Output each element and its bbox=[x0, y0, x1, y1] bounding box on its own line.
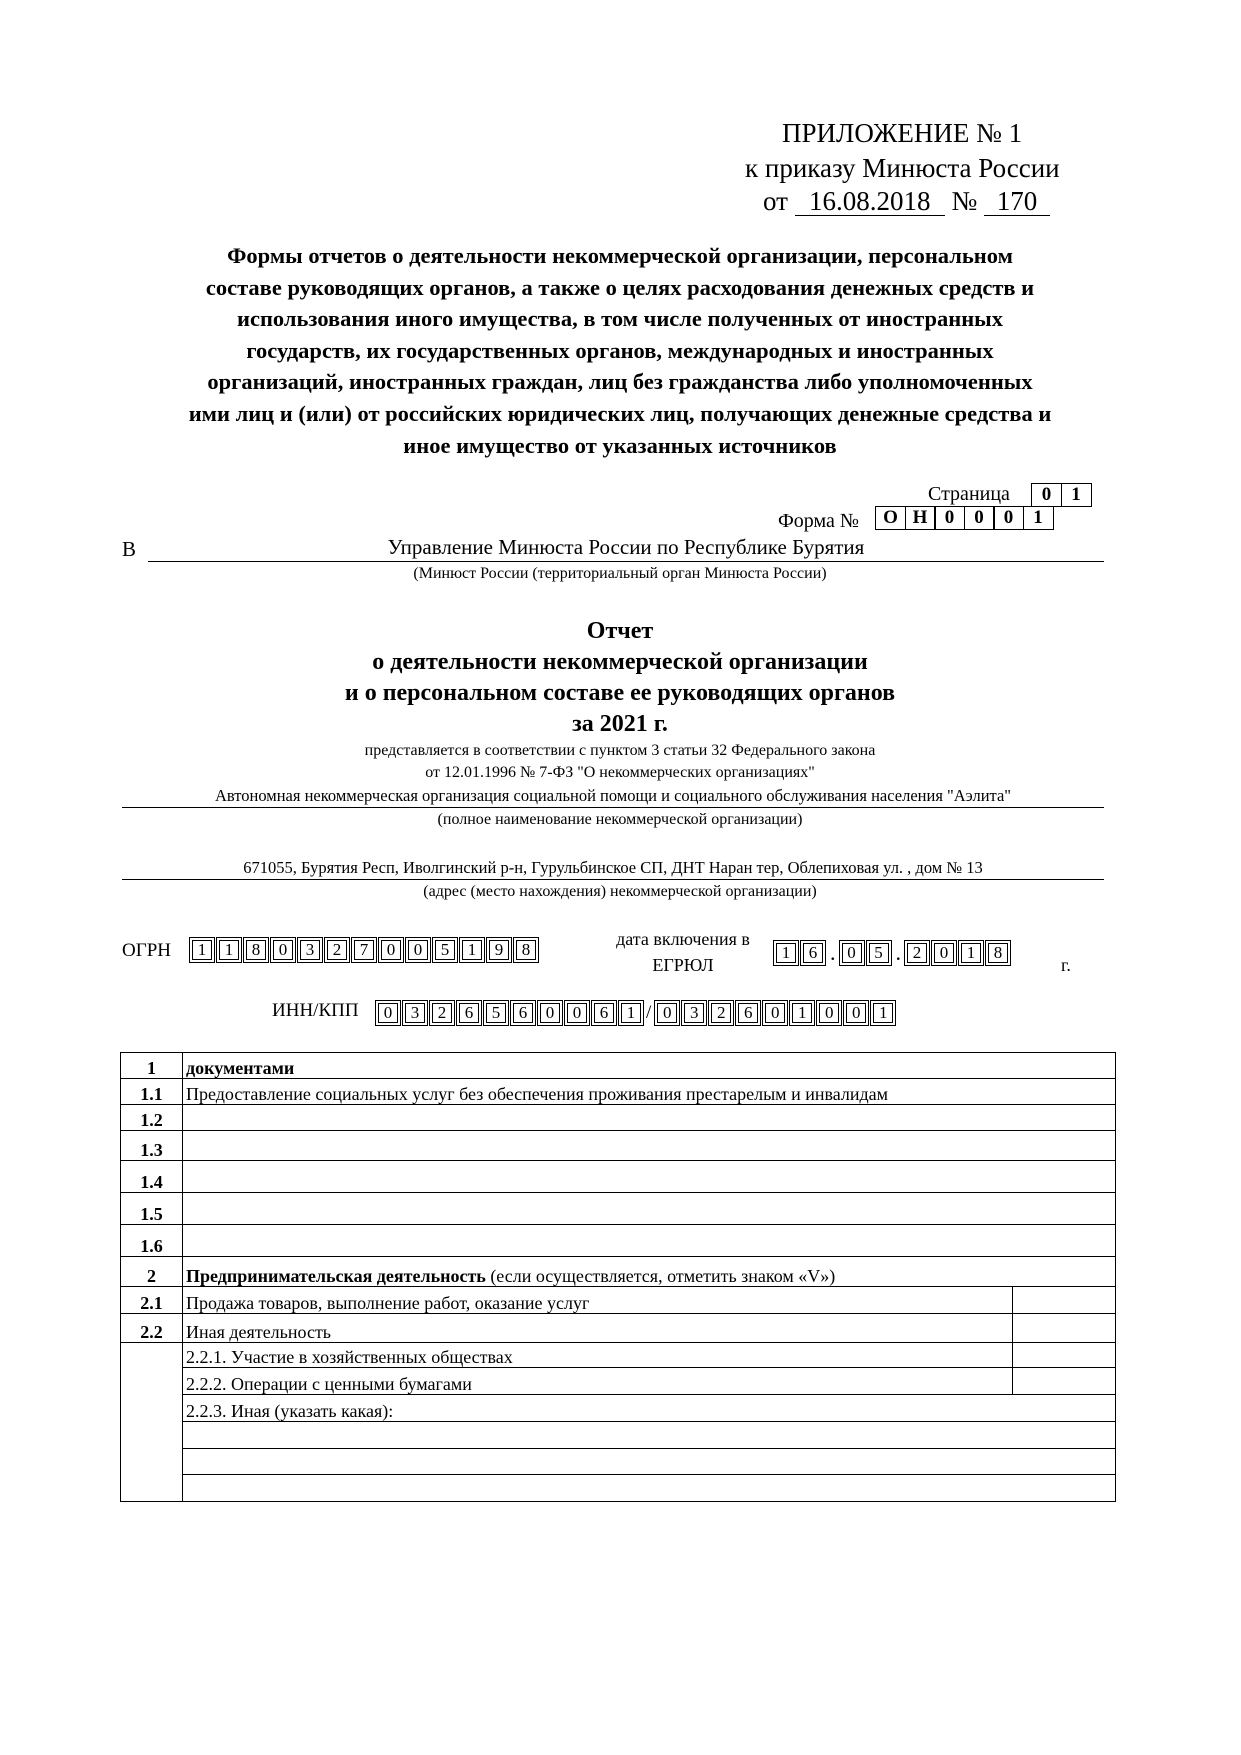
inn-digit: 0 bbox=[540, 1003, 560, 1023]
org-name: Автономная некоммерческая организация социальной помощи и социального обслуживания населения "Аэлита" bbox=[122, 785, 1104, 808]
ogrn-digit: 1 bbox=[462, 940, 482, 960]
ogrn-digit: 8 bbox=[516, 940, 536, 960]
row-text: Предоставление социальных услуг без обеспечения проживания престарелым и инвалидам bbox=[183, 1079, 1116, 1105]
order-date: 16.08.2018 bbox=[795, 187, 945, 216]
inn-digit: 3 bbox=[405, 1003, 425, 1023]
row-text: Продажа товаров, выполнение работ, оказание услуг bbox=[183, 1287, 1013, 1314]
form-char: 0 bbox=[934, 506, 965, 530]
report-subtitle-2: и о персональном составе ее руководящих органов bbox=[344, 680, 896, 706]
row-number bbox=[121, 1343, 183, 1502]
recipient-prefix: В bbox=[122, 537, 137, 561]
inn-digit: 6 bbox=[513, 1003, 533, 1023]
inn-kpp-boxes bbox=[378, 1002, 900, 1024]
report-year: за 2021 г. bbox=[572, 711, 668, 737]
form-no-label: Форма № bbox=[778, 510, 859, 532]
row-text[interactable] bbox=[183, 1193, 1116, 1225]
table-row bbox=[121, 1257, 1116, 1287]
ogrn-digit: 7 bbox=[354, 940, 374, 960]
row-text[interactable] bbox=[183, 1161, 1116, 1193]
report-title: Отчет bbox=[586, 618, 654, 644]
date-digit: 1 bbox=[961, 943, 981, 963]
kpp-digit: 2 bbox=[711, 1003, 731, 1023]
form-char: 0 bbox=[964, 506, 995, 530]
row-number: 2.1 bbox=[121, 1287, 183, 1314]
ogrn-digit: 8 bbox=[246, 940, 266, 960]
inn-kpp-slash: / bbox=[646, 1002, 652, 1023]
page-digit: 0 bbox=[1031, 483, 1062, 507]
order-label: к приказу Минюста России bbox=[745, 153, 1060, 183]
date-dot: . bbox=[895, 940, 901, 965]
ogrn-digit: 0 bbox=[381, 940, 401, 960]
ogrn-digit: 9 bbox=[489, 940, 509, 960]
table-row bbox=[121, 1287, 1116, 1314]
inn-digit: 0 bbox=[378, 1003, 398, 1023]
report-basis-1: представляется в соответствии с пунктом 3 статьи 32 Федерального закона bbox=[364, 742, 876, 759]
row-text[interactable] bbox=[183, 1449, 1116, 1475]
ogrn-digit: 3 bbox=[300, 940, 320, 960]
org-address: 671055, Бурятия Респ, Иволгинский р-н, Гурульбинское СП, ДНТ Наран тер, Облепиховая ул. , дом № 13 bbox=[122, 857, 1104, 880]
inn-digit: 2 bbox=[432, 1003, 452, 1023]
page-number-cells bbox=[1031, 483, 1092, 507]
table-row bbox=[121, 1343, 1116, 1368]
table-row bbox=[121, 1368, 1116, 1395]
inn-kpp-label: ИНН/КПП bbox=[272, 1000, 359, 1021]
row-number: 1.3 bbox=[121, 1131, 183, 1161]
egrul-date-boxes bbox=[776, 940, 1015, 966]
org-address-caption: (адрес (место нахождения) некоммерческой организации) bbox=[423, 883, 817, 900]
egrul-date-label-line: ЕГРЮЛ bbox=[652, 955, 714, 975]
row-number: 2.2 bbox=[121, 1314, 183, 1343]
table-row bbox=[121, 1161, 1116, 1193]
table-row bbox=[121, 1105, 1116, 1131]
row-number: 2 bbox=[121, 1257, 183, 1287]
form-title-line: государств, их государственных органов, международных и иностранных bbox=[246, 337, 994, 363]
row-text[interactable] bbox=[183, 1105, 1116, 1131]
row-text[interactable] bbox=[183, 1131, 1116, 1161]
org-name-caption: (полное наименование некоммерческой организации) bbox=[437, 811, 803, 828]
inn-digit: 1 bbox=[621, 1003, 641, 1023]
date-digit: 6 bbox=[803, 943, 823, 963]
row-text[interactable] bbox=[183, 1225, 1116, 1257]
table-row bbox=[121, 1131, 1116, 1161]
form-char: 0 bbox=[993, 506, 1024, 530]
mark-cell[interactable] bbox=[1013, 1287, 1116, 1314]
form-char: Н bbox=[905, 506, 936, 530]
ogrn-digit: 1 bbox=[219, 940, 239, 960]
table-row bbox=[121, 1053, 1116, 1079]
date-dot: . bbox=[830, 940, 836, 965]
row-text: документами bbox=[183, 1053, 1116, 1079]
date-digit: 2 bbox=[907, 943, 927, 963]
row-text: Иная деятельность bbox=[183, 1314, 1013, 1343]
row-text[interactable] bbox=[183, 1422, 1116, 1449]
date-digit: 0 bbox=[934, 943, 954, 963]
form-char: 1 bbox=[1023, 506, 1054, 530]
date-digit: 8 bbox=[988, 943, 1008, 963]
table-row bbox=[121, 1449, 1116, 1475]
row-number: 1.5 bbox=[121, 1193, 183, 1225]
table-row bbox=[121, 1395, 1116, 1422]
kpp-digit: 0 bbox=[846, 1003, 866, 1023]
activity-table bbox=[120, 1052, 1116, 1502]
inn-digit: 5 bbox=[486, 1003, 506, 1023]
row-number: 1.6 bbox=[121, 1225, 183, 1257]
form-char: О bbox=[875, 506, 906, 530]
business-activity-heading: Предпринимательская деятельность bbox=[186, 1266, 486, 1286]
ogrn-digit: 0 bbox=[408, 940, 428, 960]
recipient-caption: (Минюст России (территориальный орган Минюста России) bbox=[413, 565, 827, 582]
page-digit: 1 bbox=[1061, 483, 1092, 507]
row-text: 2.2.2. Операции с ценными бумагами bbox=[183, 1368, 1013, 1395]
kpp-digit: 1 bbox=[792, 1003, 812, 1023]
table-row bbox=[121, 1225, 1116, 1257]
appendix-label: ПРИЛОЖЕНИЕ № 1 bbox=[782, 118, 1023, 148]
row-text bbox=[183, 1257, 1116, 1287]
number-label: № bbox=[951, 186, 978, 216]
inn-digit: 6 bbox=[459, 1003, 479, 1023]
form-number-cells bbox=[875, 506, 1054, 530]
mark-cell[interactable] bbox=[1013, 1368, 1116, 1395]
kpp-digit: 6 bbox=[738, 1003, 758, 1023]
date-digit: 0 bbox=[842, 943, 862, 963]
recipient-value: Управление Минюста России по Республике Бурятия bbox=[148, 534, 1104, 562]
report-subtitle-1: о деятельности некоммерческой организации bbox=[372, 649, 868, 675]
table-row bbox=[121, 1422, 1116, 1449]
ogrn-digit: 2 bbox=[327, 940, 347, 960]
form-title-line: ими лиц и (или) от российских юридических лиц, получающих денежные средства и bbox=[188, 400, 1052, 426]
date-digit: 5 bbox=[869, 943, 889, 963]
row-number: 1 bbox=[121, 1053, 183, 1079]
row-number: 1.2 bbox=[121, 1105, 183, 1131]
row-text: 2.2.3. Иная (указать какая): bbox=[183, 1395, 1116, 1422]
page-label: Страница bbox=[928, 483, 1010, 505]
inn-digit: 6 bbox=[594, 1003, 614, 1023]
form-title-line: иное имущество от указанных источников bbox=[403, 432, 837, 458]
kpp-digit: 0 bbox=[765, 1003, 785, 1023]
mark-cell[interactable] bbox=[1013, 1343, 1116, 1368]
ogrn-digit: 0 bbox=[273, 940, 293, 960]
inn-digit: 0 bbox=[567, 1003, 587, 1023]
form-title bbox=[100, 240, 1140, 461]
table-row bbox=[121, 1193, 1116, 1225]
year-suffix: г. bbox=[1061, 955, 1071, 975]
form-title-line: организаций, иностранных граждан, лиц без гражданства либо уполномоченных bbox=[207, 369, 1033, 395]
egrul-date-label-line: дата включения в bbox=[616, 929, 750, 949]
order-date-line bbox=[763, 186, 1050, 217]
kpp-digit: 0 bbox=[657, 1003, 677, 1023]
from-label: от bbox=[763, 186, 788, 216]
order-number: 170 bbox=[984, 187, 1050, 216]
ogrn-digit: 5 bbox=[435, 940, 455, 960]
ogrn-label: ОГРН bbox=[122, 940, 171, 961]
row-text[interactable] bbox=[183, 1475, 1116, 1502]
row-text: 2.2.1. Участие в хозяйственных обществах bbox=[183, 1343, 1013, 1368]
row-number: 1.1 bbox=[121, 1079, 183, 1105]
table-row bbox=[121, 1314, 1116, 1343]
mark-cell[interactable] bbox=[1013, 1314, 1116, 1343]
date-digit: 1 bbox=[776, 943, 796, 963]
ogrn-digit: 1 bbox=[192, 940, 212, 960]
kpp-digit: 3 bbox=[684, 1003, 704, 1023]
row-number: 1.4 bbox=[121, 1161, 183, 1193]
business-activity-note: (если осуществляется, отметить знаком «V») bbox=[485, 1266, 836, 1286]
kpp-digit: 1 bbox=[873, 1003, 893, 1023]
form-title-line: использования иного имущества, в том числе полученных от иностранных bbox=[237, 306, 1003, 332]
ogrn-boxes bbox=[192, 940, 543, 960]
egrul-date-label bbox=[598, 926, 768, 978]
form-title-line: Формы отчетов о деятельности некоммерческой организации, персональном bbox=[227, 243, 1013, 268]
table-row bbox=[121, 1079, 1116, 1105]
table-row bbox=[121, 1475, 1116, 1502]
kpp-digit: 0 bbox=[819, 1003, 839, 1023]
form-title-line: составе руководящих органов, а также о целях расходования денежных средств и bbox=[205, 274, 1035, 300]
report-basis-2: от 12.01.1996 № 7-ФЗ "О некоммерческих организациях" bbox=[425, 764, 815, 781]
